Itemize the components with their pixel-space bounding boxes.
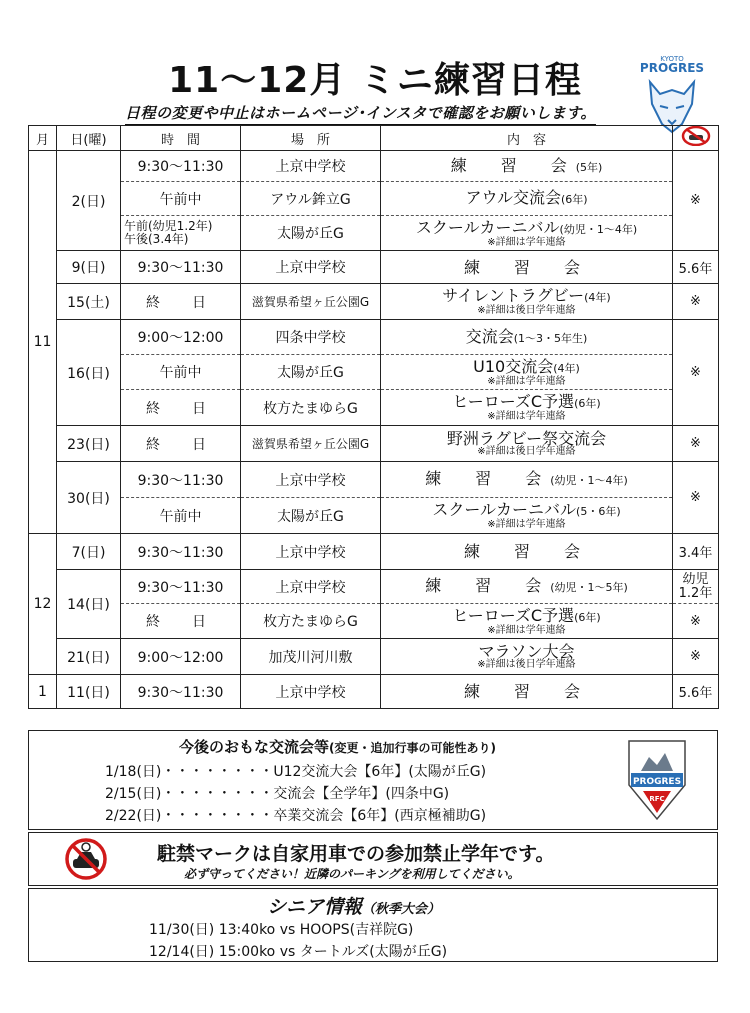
time-cell: 午前中 (121, 498, 241, 534)
content-cell (381, 390, 673, 426)
events-title (179, 736, 496, 757)
content-main: 練 習 会 (463, 542, 589, 561)
venue-cell: アウル鉾立G (241, 182, 381, 216)
content-sub: (6年) (574, 610, 601, 624)
venue-cell: 太陽が丘G (241, 216, 381, 251)
content-cell (381, 570, 673, 604)
content-cell (381, 604, 673, 639)
time-cell: 9:30～11:30 (121, 251, 241, 284)
table-row (29, 390, 719, 426)
time-cell: 9:30～11:30 (121, 462, 241, 498)
month-cell: 12 (29, 534, 57, 675)
date-cell: 7(日) (57, 534, 121, 570)
time-cell: 終 日 (121, 390, 241, 426)
time-cell: 終 日 (121, 604, 241, 639)
time-cell: 9:30～11:30 (121, 570, 241, 604)
content-note: ※詳細は後日学年連絡 (477, 305, 576, 316)
table-row (29, 639, 719, 675)
content-cell (381, 426, 673, 462)
events-title-sub: (変更・追加行事の可能性あり) (329, 741, 496, 755)
content-sub: (4年) (584, 291, 611, 304)
senior-item: 12/14(日) 15:00ko vs タートルズ(太陽が丘G) (149, 944, 448, 960)
parking-mark-cell: 5.6年 (673, 675, 719, 709)
content-sub: (6年) (560, 193, 588, 206)
senior-title (267, 892, 440, 919)
content-cell (381, 182, 673, 216)
table-row (29, 251, 719, 284)
date-cell: 9(日) (57, 251, 121, 284)
content-main: スクールカーニバル (432, 500, 577, 519)
header-time: 時 間 (121, 126, 241, 151)
content-cell (381, 216, 673, 251)
parking-notice (28, 832, 718, 886)
no-parking-icon (681, 126, 711, 146)
content-cell (381, 251, 673, 284)
content-sub: (5年) (575, 160, 603, 174)
table-row (29, 151, 719, 182)
progres-wolf-logo (636, 52, 708, 136)
time-cell: 9:30～11:30 (121, 534, 241, 570)
content-cell (381, 498, 673, 534)
venue-cell: 枚方たまゆらG (241, 390, 381, 426)
parking-mark-cell: 3.4年 (673, 534, 719, 570)
events-title-main: 今後のおもな交流会等 (179, 738, 330, 756)
table-row (29, 182, 719, 216)
header-parking-icon (673, 126, 719, 151)
table-row (29, 570, 719, 604)
content-note: ※詳細は学年連絡 (487, 519, 566, 530)
table-row (29, 534, 719, 570)
content-sub: (4年) (553, 361, 580, 375)
date-cell: 16(日) (57, 320, 121, 426)
content-main: 練 習 会 (425, 576, 551, 595)
content-main: サイレントラグビー (442, 286, 585, 305)
time-cell: 9:00～12:00 (121, 639, 241, 675)
venue-cell: 上京中学校 (241, 534, 381, 570)
venue-cell: 滋賀県希望ヶ丘公園G (241, 284, 381, 320)
content-main: 交流会 (465, 326, 514, 346)
header-month: 月 (29, 126, 57, 151)
content-main: マラソン大会 (478, 642, 575, 661)
content-sub: (1～3・5年生) (513, 331, 588, 345)
content-cell (381, 462, 673, 498)
parking-mark-cell (673, 570, 719, 604)
date-cell: 11(日) (57, 675, 121, 709)
venue-cell: 太陽が丘G (241, 498, 381, 534)
table-row (29, 284, 719, 320)
table-row (29, 355, 719, 390)
no-parking-car-icon (59, 837, 113, 881)
table-row (29, 498, 719, 534)
time-cell: 終 日 (121, 284, 241, 320)
content-main: ヒーローズC予選 (452, 392, 575, 411)
venue-cell: 枚方たまゆらG (241, 604, 381, 639)
parking-mark-cell: ※ (673, 462, 719, 534)
header-venue: 場 所 (241, 126, 381, 151)
schedule-table (28, 125, 719, 709)
venue-cell: 四条中学校 (241, 320, 381, 355)
time-cell (121, 216, 241, 251)
date-cell: 2(日) (57, 151, 121, 251)
content-main: 練 習 会 (425, 469, 551, 488)
content-cell (381, 639, 673, 675)
table-row (29, 604, 719, 639)
content-cell (381, 151, 673, 182)
content-sub: (幼児・1～4年) (550, 474, 628, 487)
logo2-rfc-text: RFC (649, 795, 665, 803)
content-sub: (5・6年) (576, 505, 621, 518)
time-cell: 午前中 (121, 355, 241, 390)
mark-line-1: 幼児 (682, 571, 709, 587)
content-main: U10交流会 (473, 356, 554, 376)
mark-line-2: 1.2年 (678, 585, 713, 601)
table-header-row (29, 126, 719, 151)
content-cell (381, 320, 673, 355)
table-row (29, 675, 719, 709)
senior-item: 11/30(日) 13:40ko vs HOOPS(吉祥院G) (149, 922, 414, 938)
parking-notice-main: 駐禁マークは自家用車での参加禁止学年です。 (157, 843, 555, 865)
time-cell: 9:30～11:30 (121, 675, 241, 709)
content-note: ※詳細は学年連絡 (487, 236, 566, 248)
content-cell (381, 675, 673, 709)
content-note: ※詳細は後日学年連絡 (477, 659, 576, 670)
content-sub: (6年) (574, 397, 601, 410)
page-title: 11～12月 ミニ練習日程 (168, 60, 582, 101)
venue-cell: 上京中学校 (241, 151, 381, 182)
content-note: ※詳細は学年連絡 (487, 411, 566, 422)
senior-title-sub: （秋季大会） (362, 902, 441, 917)
logo2-progres-text: PROGRES (632, 777, 682, 787)
parking-mark-cell: ※ (673, 151, 719, 251)
parking-mark-cell: ※ (673, 284, 719, 320)
date-cell: 30(日) (57, 462, 121, 534)
content-note: ※詳細は学年連絡 (487, 375, 566, 387)
time-line-2: 午後(3.4年) (124, 232, 189, 246)
table-row (29, 216, 719, 251)
content-cell (381, 534, 673, 570)
page-subtitle: 日程の変更や中止はホームページ･インスタで確認をお願いします。 (125, 102, 596, 126)
venue-cell: 上京中学校 (241, 675, 381, 709)
table-row (29, 462, 719, 498)
time-cell: 9:00～12:00 (121, 320, 241, 355)
date-cell: 14(日) (57, 570, 121, 639)
time-line-1: 午前(幼児1.2年) (124, 219, 213, 233)
venue-cell: 太陽が丘G (241, 355, 381, 390)
venue-cell: 滋賀県希望ヶ丘公園G (241, 426, 381, 462)
content-main: アウル交流会 (465, 188, 561, 207)
parking-mark-cell: ※ (673, 639, 719, 675)
content-note: ※詳細は後日学年連絡 (477, 446, 576, 457)
parking-mark-cell: 5.6年 (673, 251, 719, 284)
logo-progres-text: PROGRES (639, 61, 705, 75)
content-main: ヒーローズC予選 (452, 605, 575, 625)
time-cell: 午前中 (121, 182, 241, 216)
content-cell (381, 355, 673, 390)
event-item: 2/22(日)・・・・・・・・卒業交流会【6年】(西京極補助G) (105, 808, 487, 824)
date-cell: 23(日) (57, 426, 121, 462)
parking-notice-sub: 必ず守ってください！近隣のパーキングを利用してください。 (184, 867, 520, 881)
table-row (29, 426, 719, 462)
date-cell: 15(土) (57, 284, 121, 320)
header-date: 日(曜) (57, 126, 121, 151)
content-main: 練 習 会 (463, 682, 589, 701)
parking-mark-cell: ※ (673, 426, 719, 462)
progres-rfc-logo (619, 735, 695, 823)
senior-title-main: シニア情報 (267, 896, 363, 918)
content-main: 練 習 会 (463, 257, 589, 277)
venue-cell: 上京中学校 (241, 251, 381, 284)
content-main: スクールカーニバル (415, 217, 560, 237)
parking-mark-cell: ※ (673, 320, 719, 426)
time-cell: 終 日 (121, 426, 241, 462)
venue-cell: 上京中学校 (241, 462, 381, 498)
date-cell: 21(日) (57, 639, 121, 675)
content-sub: (幼児・1～5年) (550, 581, 628, 594)
month-cell: 11 (29, 151, 57, 534)
event-item: 2/15(日)・・・・・・・・交流会【全学年】(四条中G) (105, 786, 450, 802)
senior-section (28, 888, 718, 962)
events-section (28, 730, 718, 830)
content-main: 練 習 会 (450, 155, 576, 175)
content-note: ※詳細は学年連絡 (487, 624, 566, 636)
month-cell: 1 (29, 675, 57, 709)
table-row (29, 320, 719, 355)
content-sub: (幼児・1～4年) (559, 222, 638, 236)
content-main: 野洲ラグビー祭交流会 (446, 429, 607, 448)
content-cell (381, 284, 673, 320)
parking-mark-cell: ※ (673, 604, 719, 639)
venue-cell: 上京中学校 (241, 570, 381, 604)
venue-cell: 加茂川河川敷 (241, 639, 381, 675)
header-content: 内 容 (381, 126, 673, 151)
event-item: 1/18(日)・・・・・・・・U12交流大会【6年】(太陽が丘G) (105, 764, 487, 780)
logo-kyoto-text: KYOTO (660, 55, 684, 63)
time-cell: 9:30～11:30 (121, 151, 241, 182)
